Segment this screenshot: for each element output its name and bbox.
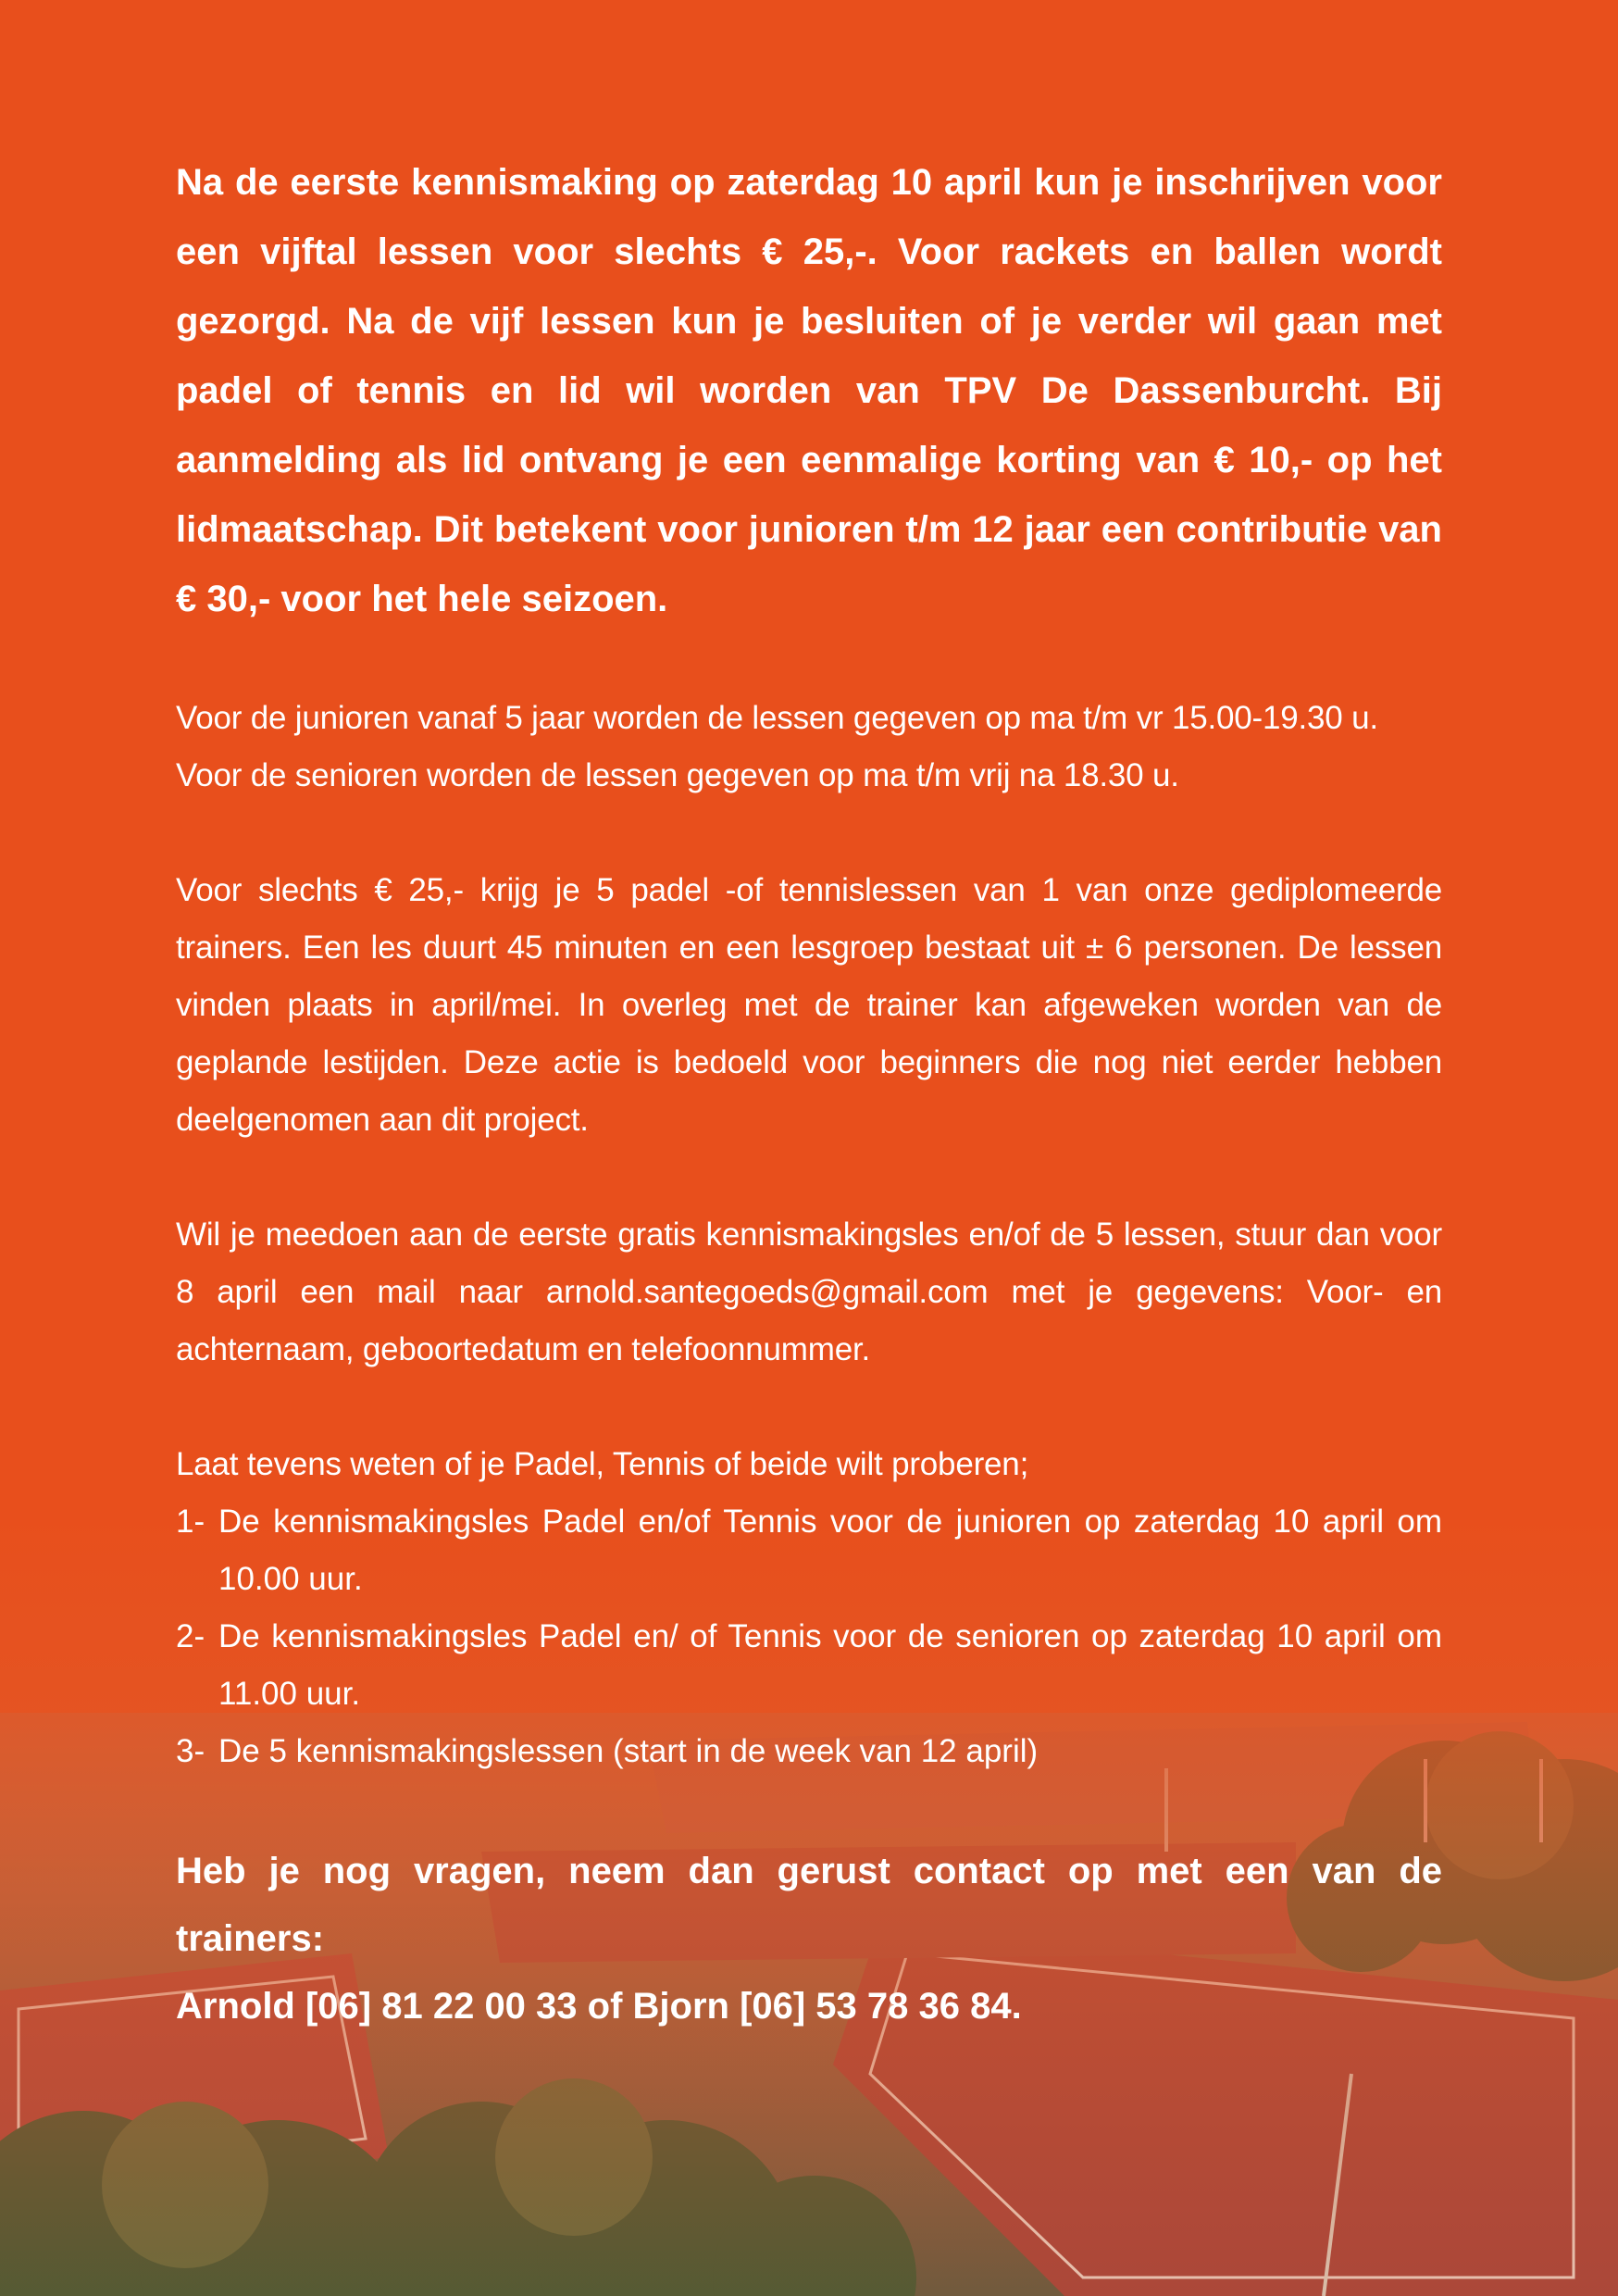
list-item-text: De kennismakingsles Padel en/of Tennis voor de junioren op zaterdag 10 april om 10.00 uur. (218, 1504, 1442, 1597)
options-heading: Laat tevens weten of je Padel, Tennis of beide wilt proberen; (176, 1446, 1029, 1482)
contact-phone-numbers: Arnold [06] 81 22 00 33 of Bjorn [06] 53 78 36 84. (176, 1986, 1022, 2027)
schedule-seniors: Voor de senioren worden de lessen gegeven op ma t/m vrij na 18.30 u. (176, 757, 1179, 793)
list-item-text: De kennismakingsles Padel en/ of Tennis voor de senioren op zaterdag 10 april om 11.00 uur. (218, 1618, 1442, 1712)
list-item-number: 3- (176, 1733, 205, 1769)
options-list (176, 1493, 1442, 1780)
offer-paragraph: Voor slechts € 25,- krijg je 5 padel -of tennislessen van 1 van onze gediplomeerde trainers. Een les duurt 45 minuten en een lesgroep bestaat uit ± 6 personen. De lessen vinden plaats in april/mei. In overleg met de trainer kan afgeweken worden van de geplande lestijden. Deze actie is bedoeld voor beginners die nog niet eerder hebben deelgenomen aan dit project. (176, 872, 1442, 1138)
contact-question: Heb je nog vragen, neem dan gerust contact op met een van de trainers: (176, 1851, 1442, 1959)
list-item (176, 1608, 1442, 1723)
list-item (176, 1493, 1442, 1608)
list-item-number: 2- (176, 1618, 205, 1654)
contact-section (176, 1838, 1442, 2040)
options-section (176, 1436, 1442, 1780)
schedule-paragraph (176, 690, 1442, 805)
list-item-text: De 5 kennismakingslessen (start in de week van 12 april) (218, 1733, 1039, 1769)
intro-paragraph: Na de eerste kennismaking op zaterdag 10 april kun je inschrijven voor een vijftal lessen voor slechts € 25,-. Voor rackets en ballen wordt gezorgd. Na de vijf lessen kun je besluiten of je verder wil gaan met padel of tennis en lid wil worden van TPV De Dassenburcht. Bij aanmelding als lid ontvang je een eenmalige korting van € 10,- op het lidmaatschap. Dit betekent voor junioren t/m 12 jaar een contributie van € 30,- voor het hele seizoen. (176, 162, 1442, 619)
flyer-content (176, 148, 1442, 2040)
list-item (176, 1723, 1442, 1780)
signup-paragraph: Wil je meedoen aan de eerste gratis kennismakingsles en/of de 5 lessen, stuur dan voor 8 april een mail naar arnold.santegoeds@gmail.com met je gegevens: Voor- en achternaam, geboortedatum en telefoonnummer. (176, 1217, 1442, 1367)
list-item-number: 1- (176, 1504, 205, 1540)
schedule-juniors: Voor de junioren vanaf 5 jaar worden de lessen gegeven op ma t/m vr 15.00-19.30 u. (176, 700, 1378, 736)
